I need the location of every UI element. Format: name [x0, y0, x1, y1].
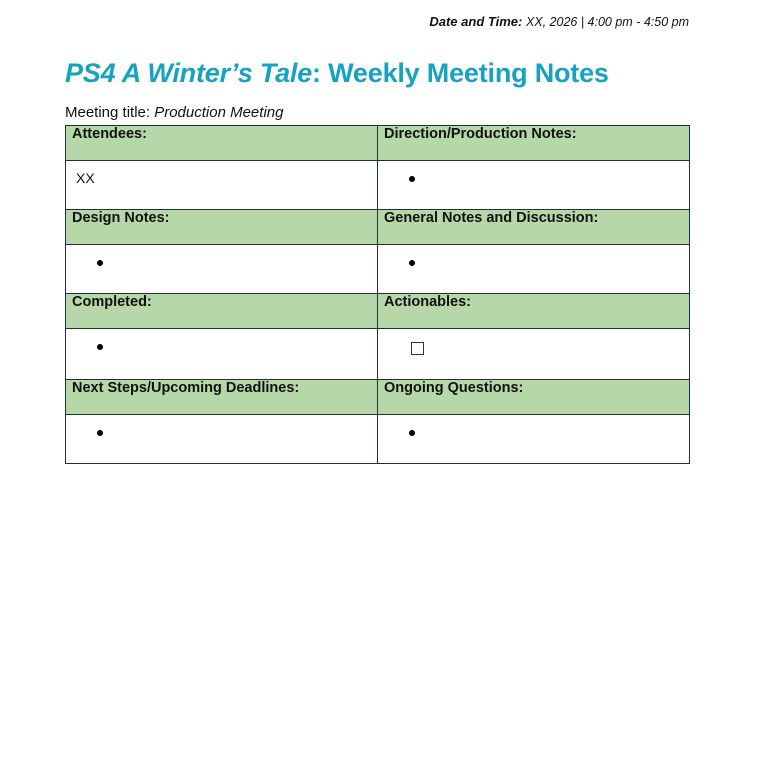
bullet-icon: [97, 260, 103, 266]
bullet-icon: [409, 260, 415, 266]
bullet-icon: [409, 176, 415, 182]
actionables-cell[interactable]: [378, 329, 690, 380]
meeting-title-line: [65, 104, 283, 121]
ongoing-questions-cell[interactable]: [378, 415, 690, 464]
attendees-heading: Attendees:: [66, 126, 378, 161]
title-suffix: : Weekly Meeting Notes: [312, 58, 609, 88]
table-row: [66, 294, 690, 329]
table-row: [66, 380, 690, 415]
next-steps-cell[interactable]: [66, 415, 378, 464]
table-row: [66, 245, 690, 294]
table-row: [66, 126, 690, 161]
general-notes-cell[interactable]: [378, 245, 690, 294]
next-steps-heading: Next Steps/Upcoming Deadlines:: [66, 380, 378, 415]
table-row: [66, 329, 690, 380]
meeting-title-value: Production Meeting: [154, 104, 284, 121]
direction-production-cell[interactable]: [378, 161, 690, 210]
completed-heading: Completed:: [66, 294, 378, 329]
attendees-cell[interactable]: [66, 161, 378, 210]
attendees-text: XX: [76, 170, 95, 186]
date-time-value: XX, 2026 | 4:00 pm - 4:50 pm: [525, 15, 689, 29]
ongoing-questions-heading: Ongoing Questions:: [378, 380, 690, 415]
bullet-icon: [97, 430, 103, 436]
design-notes-cell[interactable]: [66, 245, 378, 294]
meeting-notes-table: [65, 125, 690, 464]
bullet-icon: [97, 344, 103, 350]
bullet-icon: [409, 430, 415, 436]
table-row: [66, 161, 690, 210]
design-notes-heading: Design Notes:: [66, 210, 378, 245]
date-time-line: [429, 14, 689, 29]
meeting-title-label: Meeting title:: [65, 104, 151, 121]
direction-production-heading: Direction/Production Notes:: [378, 126, 690, 161]
actionables-heading: Actionables:: [378, 294, 690, 329]
table-row: [66, 415, 690, 464]
completed-cell[interactable]: [66, 329, 378, 380]
document-title: [65, 58, 609, 89]
title-show-name: PS4 A Winter’s Tale: [65, 58, 313, 88]
general-notes-heading: General Notes and Discussion:: [378, 210, 690, 245]
date-time-label: Date and Time:: [429, 14, 523, 29]
checkbox-icon[interactable]: [411, 342, 424, 355]
table-row: [66, 210, 690, 245]
